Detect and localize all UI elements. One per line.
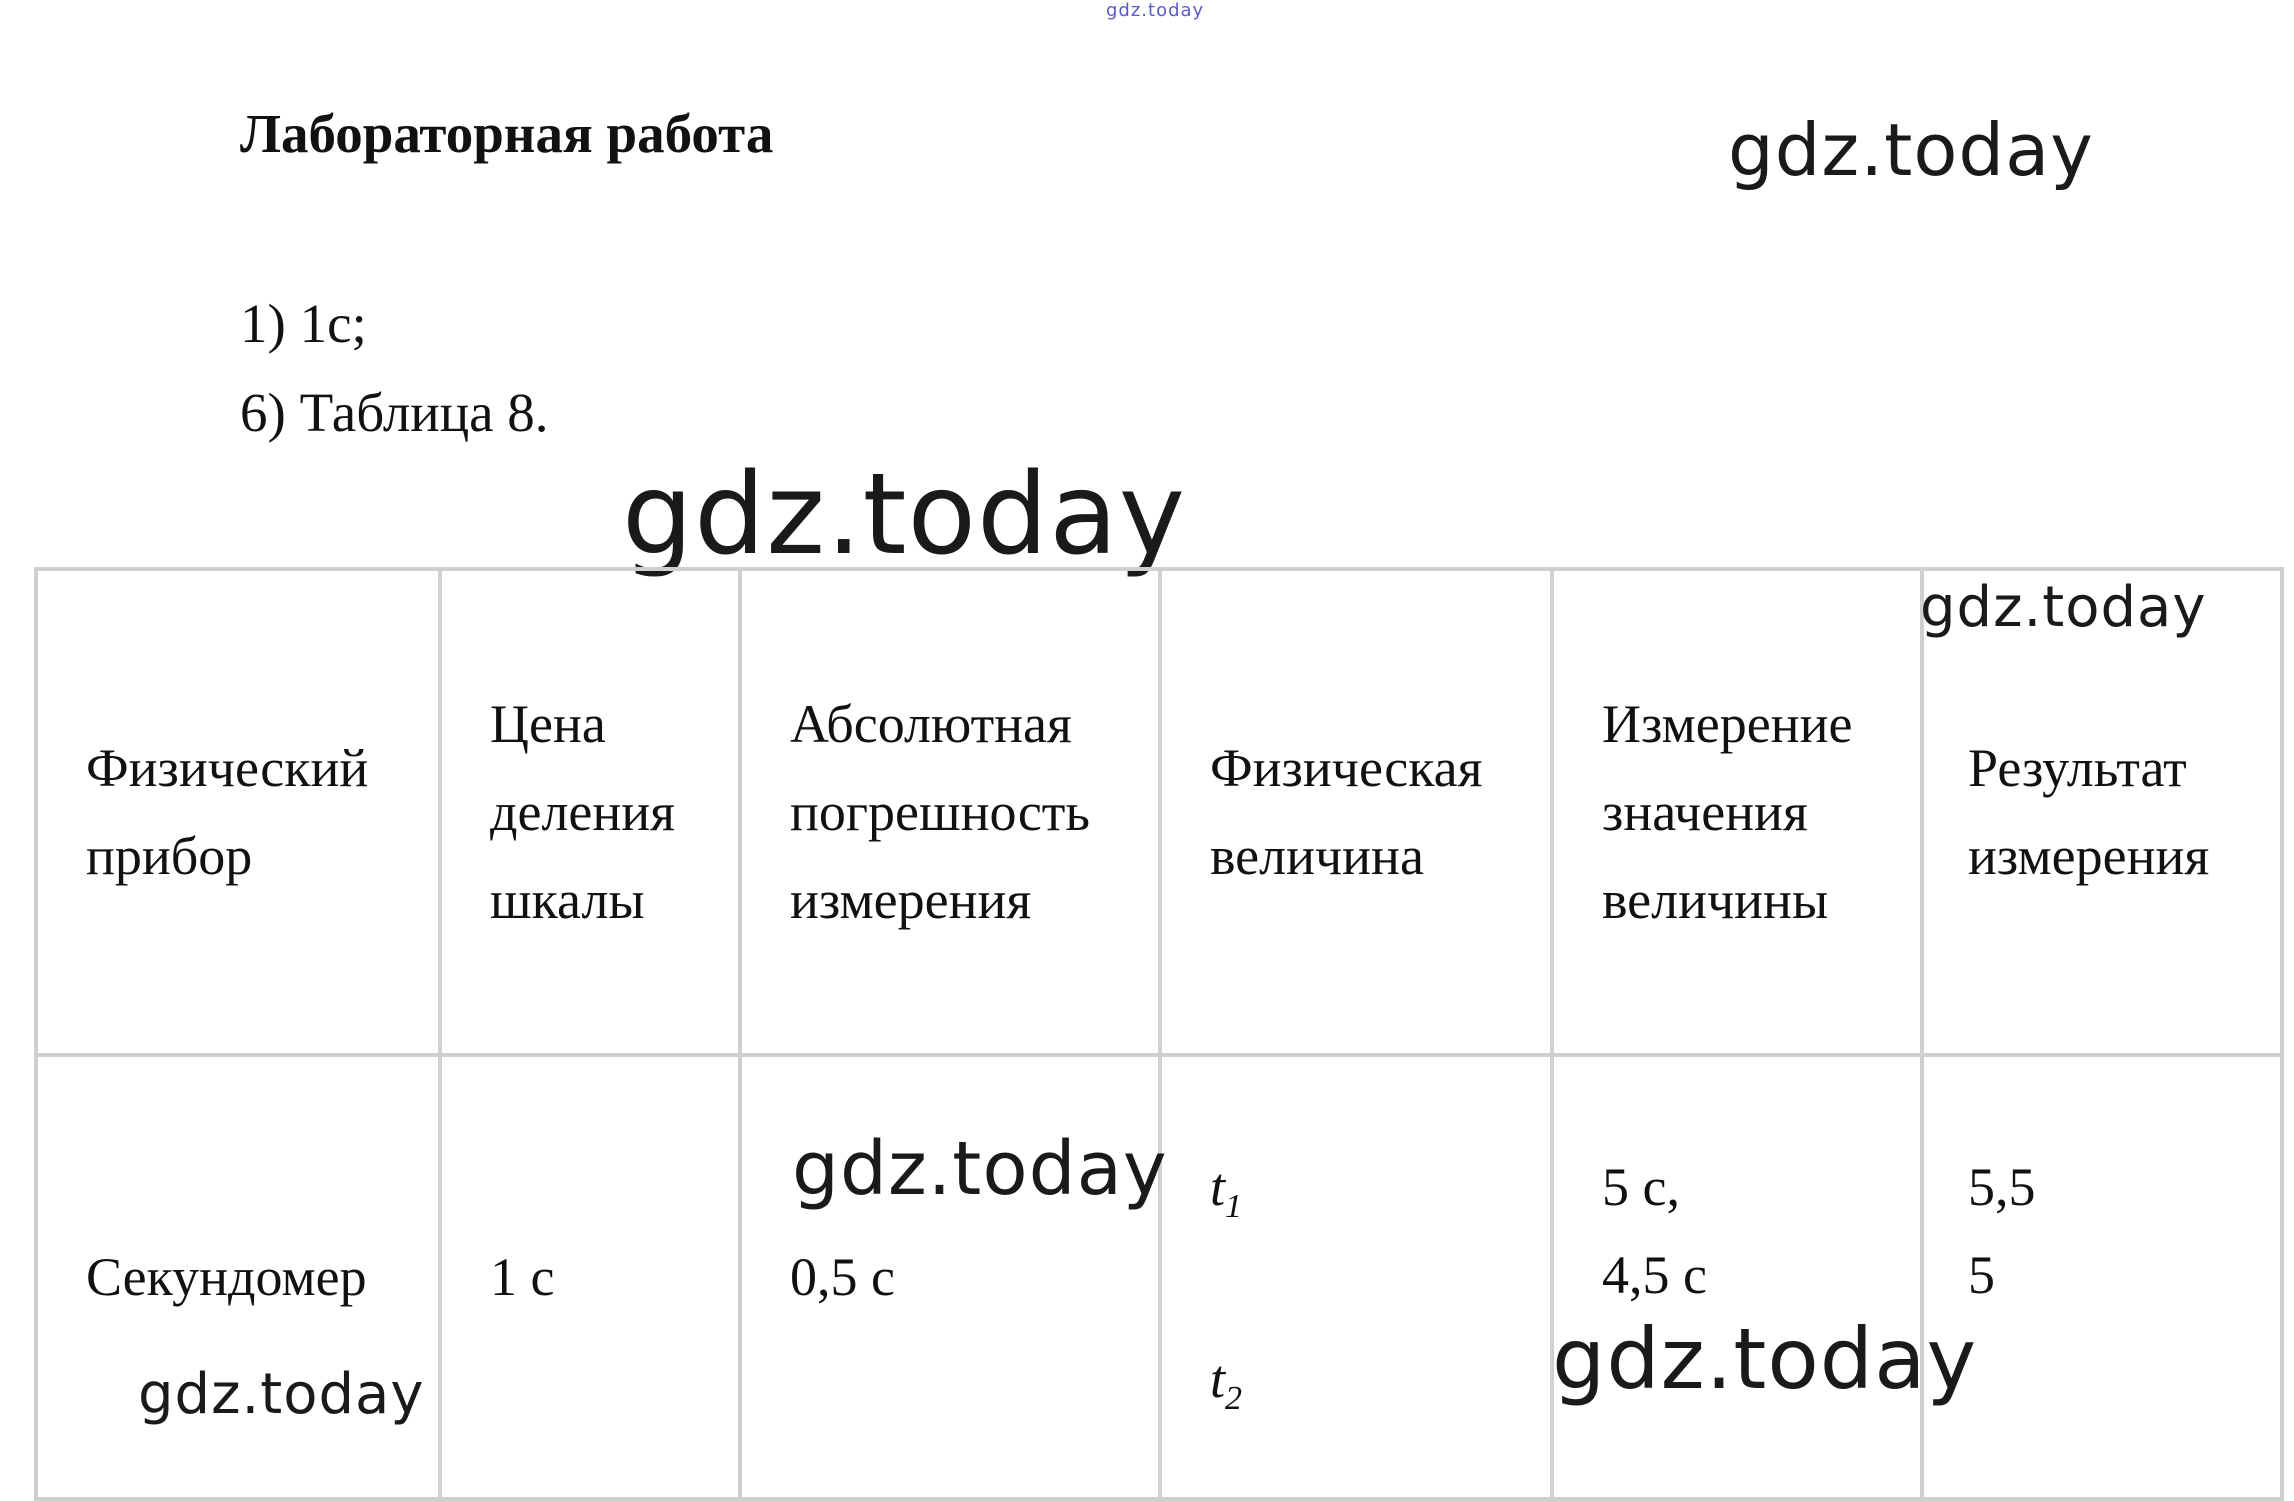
cell-measurements: 5 с, 4,5 с <box>1552 1055 1922 1499</box>
cell-results: 5,5 5 <box>1922 1055 2282 1499</box>
cell-quantity <box>1160 1055 1552 1499</box>
table-header-row <box>36 569 2282 1055</box>
watermark-result-header: gdz.today <box>1920 575 2207 640</box>
table-row <box>36 1055 2282 1499</box>
watermark-large: gdz.today <box>622 450 1187 580</box>
header-quantity: Физическая величина <box>1160 569 1552 1055</box>
header-scale-division: Цена деления шкалы <box>440 569 740 1055</box>
quantity-t1: $t_1$ <box>1210 1157 1243 1225</box>
cell-scale-division: 1 с <box>440 1055 740 1499</box>
header-abs-error: Абсолютная погрешность измерения <box>740 569 1160 1055</box>
header-device: Физический прибор <box>36 569 440 1055</box>
header-measurement: Измерение значения величины <box>1552 569 1922 1055</box>
watermark-top: gdz.today <box>1106 0 1205 21</box>
page-title: Лабораторная работа <box>240 103 774 164</box>
cell-device: Секундомер <box>36 1055 440 1499</box>
cell-abs-error: 0,5 с <box>740 1055 1160 1499</box>
watermark-measurement: gdz.today <box>1552 1310 1978 1408</box>
quantity-t2: $t_2$ <box>1210 1348 1243 1417</box>
watermark-abs-error: gdz.today <box>792 1126 1168 1212</box>
answer-line-2: 6) Таблица 8. <box>240 382 549 443</box>
answer-line-1: 1) 1с; <box>240 293 367 354</box>
watermark-header-right: gdz.today <box>1728 108 2094 192</box>
header-result: Результат измерения <box>1922 569 2282 1055</box>
watermark-device: gdz.today <box>138 1362 425 1427</box>
